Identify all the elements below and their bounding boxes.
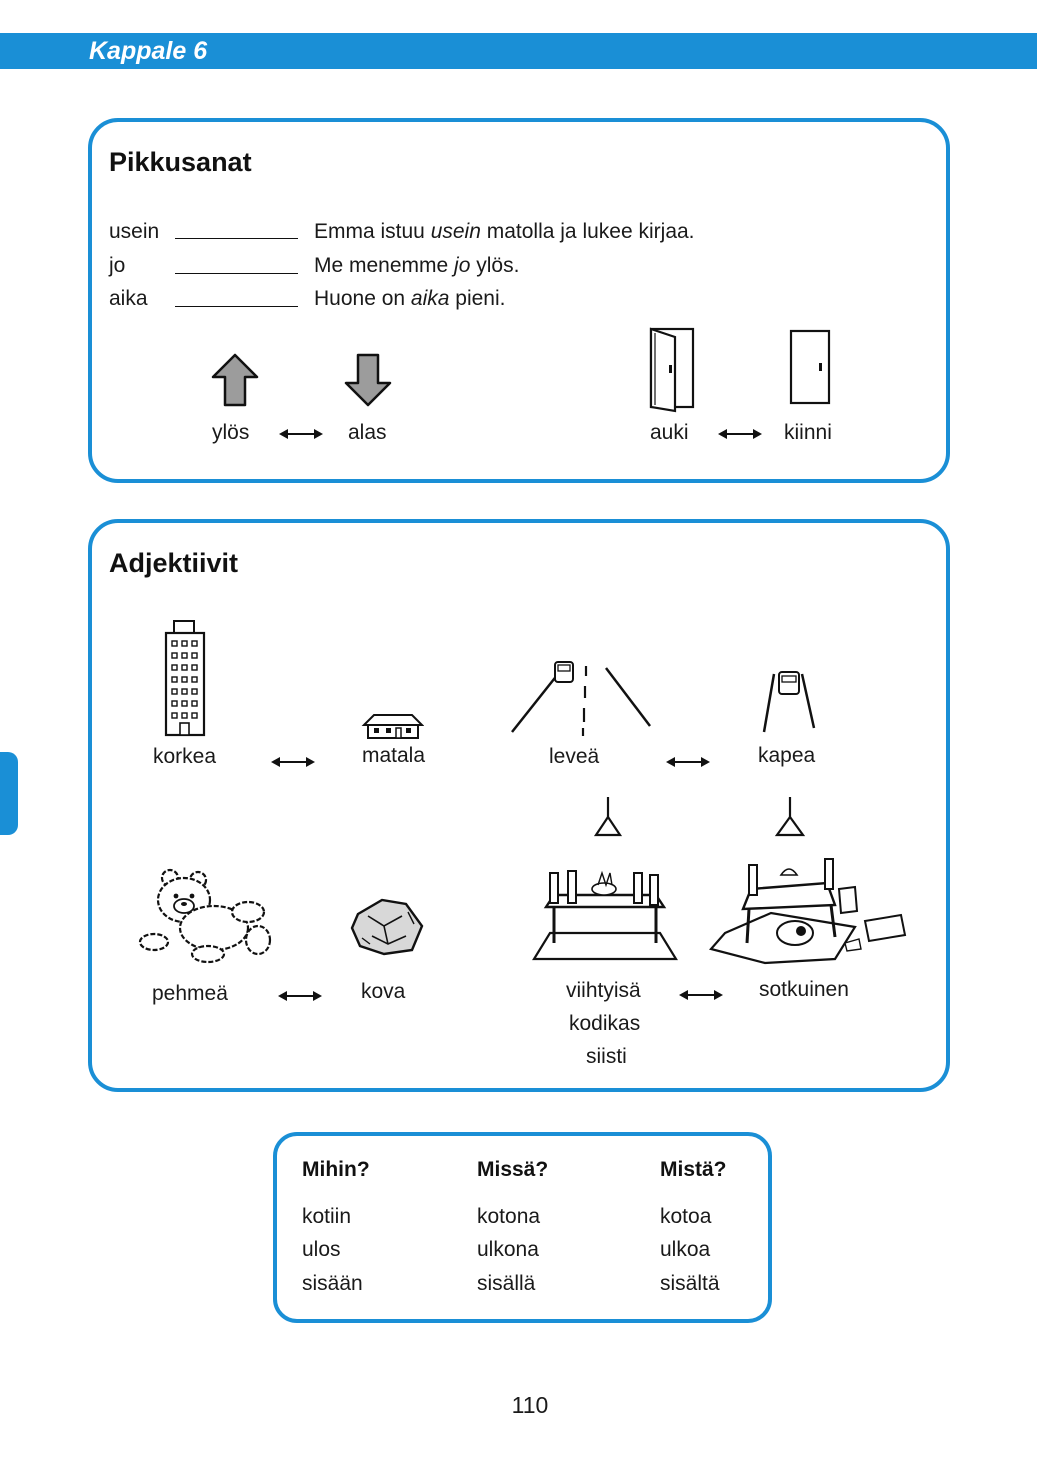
word-pehmea: pehmeä (152, 982, 228, 1005)
word-siisti: siisti (586, 1045, 627, 1068)
word-viihtyisa: viihtyisä (566, 979, 641, 1002)
vocab-word: aika (109, 287, 148, 310)
adjektiivit-title: Adjektiivit (109, 548, 239, 578)
word-kapea: kapea (758, 744, 816, 767)
tall-building-icon (160, 617, 212, 739)
vocab-word: jo (109, 254, 126, 277)
word-korkea: korkea (153, 745, 217, 768)
word-ylos: ylös (212, 421, 250, 444)
closed-door-icon (785, 327, 835, 407)
double-arrow-icon (677, 986, 725, 1004)
example-sentence: Huone on aika pieni. (314, 287, 506, 310)
list-item: ulkona (477, 1238, 539, 1261)
list-item: kotoa (660, 1205, 712, 1228)
column-header-missa: Missä? (477, 1158, 549, 1181)
double-arrow-icon (277, 425, 325, 443)
narrow-road-icon (760, 664, 820, 736)
double-arrow-icon (269, 753, 317, 771)
answer-blank[interactable] (175, 238, 298, 239)
pikkusanat-title: Pikkusanat (109, 147, 252, 177)
list-item: sisään (302, 1272, 363, 1295)
double-arrow-icon (276, 987, 324, 1005)
double-arrow-icon (716, 425, 764, 443)
down-arrow-icon (343, 352, 393, 408)
list-item: ulkoa (660, 1238, 711, 1261)
up-arrow-icon (210, 352, 260, 408)
word-matala: matala (362, 744, 426, 767)
chapter-title: Kappale 6 (89, 37, 208, 65)
word-kodikas: kodikas (569, 1012, 641, 1035)
low-house-icon (360, 711, 424, 741)
column-header-mihin: Mihin? (302, 1158, 370, 1181)
teddy-bear-icon (136, 866, 276, 964)
list-item: kotona (477, 1205, 541, 1228)
double-arrow-icon (664, 753, 712, 771)
example-sentence: Emma istuu usein matolla ja lukee kirjaa. (314, 220, 695, 243)
messy-room-icon (705, 793, 915, 969)
column-header-mista: Mistä? (660, 1158, 727, 1181)
answer-blank[interactable] (175, 306, 298, 307)
wide-road-icon (506, 654, 656, 738)
example-sentence: Me menemme jo ylös. (314, 254, 520, 277)
word-sotkuinen: sotkuinen (759, 978, 849, 1001)
rock-icon (348, 896, 426, 958)
word-auki: auki (650, 421, 689, 444)
word-kiinni: kiinni (784, 421, 832, 444)
word-kova: kova (361, 980, 406, 1003)
open-door-icon (645, 325, 701, 415)
list-item: ulos (302, 1238, 341, 1261)
list-item: sisältä (660, 1272, 720, 1295)
side-tab (0, 752, 18, 835)
list-item: sisällä (477, 1272, 536, 1295)
word-alas: alas (348, 421, 387, 444)
page-number: 110 (511, 1392, 549, 1418)
vocab-word: usein (109, 220, 160, 243)
tidy-room-icon (530, 793, 680, 965)
list-item: kotiin (302, 1205, 352, 1228)
answer-blank[interactable] (175, 273, 298, 274)
word-levea: leveä (549, 745, 600, 768)
